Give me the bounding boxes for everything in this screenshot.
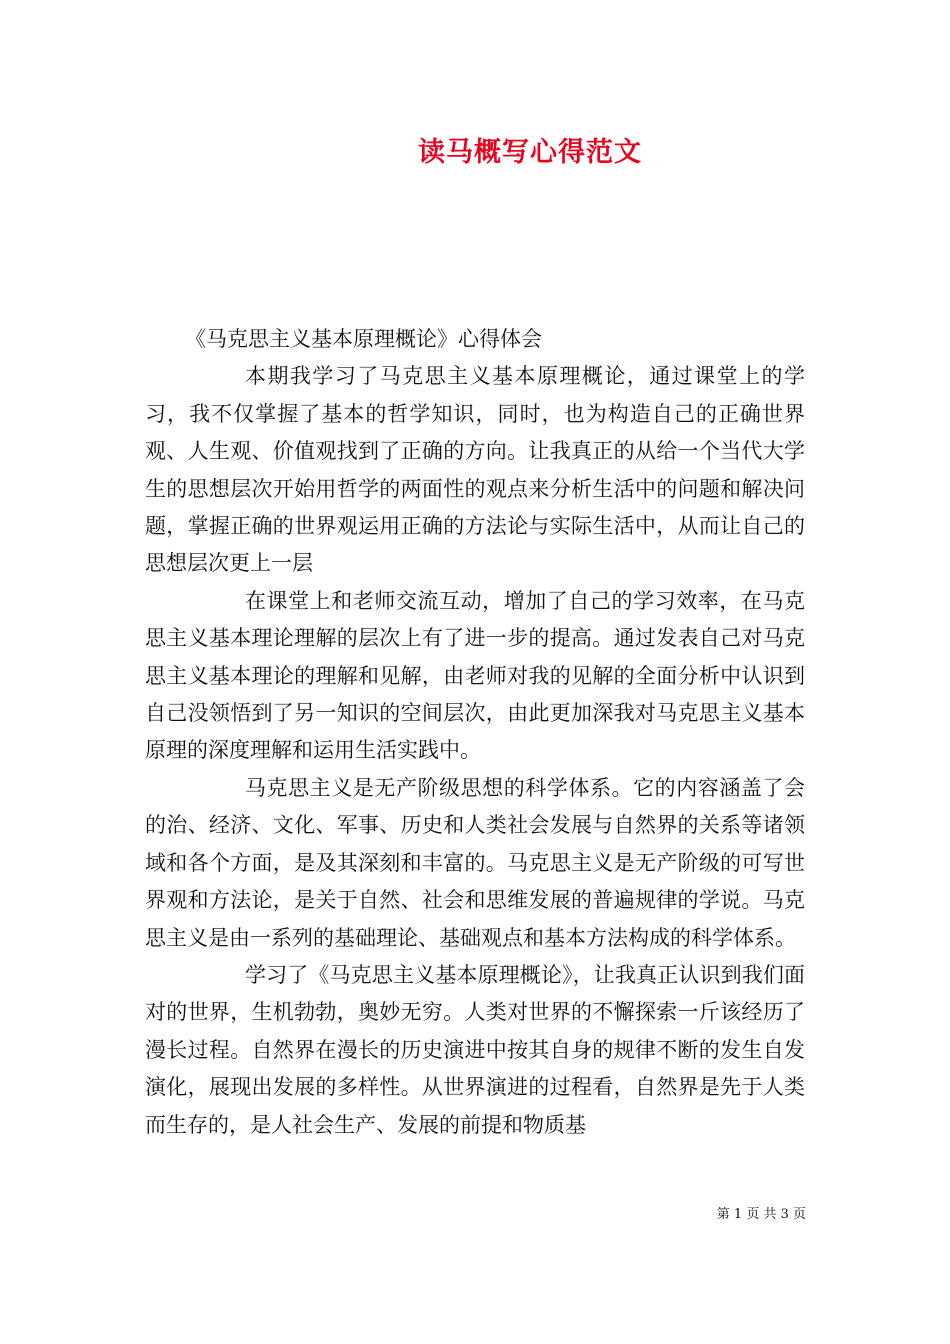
paragraph-3: 马克思主义是无产阶级思想的科学体系。它的内容涵盖了会的治、经济、文化、军事、历史和人类社会发展与自然界的关系等诸领域和各个方面，是及其深刻和丰富的。马克思主义是无产阶级的可写世界观和方法论，是关于自然、社会和思维发展的普遍规律的学说。马克思主义是由一系列的基础理论、基础观点和基本方法构成的科学体系。	[145, 775, 805, 950]
document-subtitle: 《马克思主义基本原理概论》心得体会	[185, 327, 542, 351]
document-title: 读马概写心得范文	[418, 137, 642, 168]
document-body	[145, 321, 805, 1144]
page-number: 第 1 页 共 3 页	[716, 1207, 806, 1222]
paragraph-2: 在课堂上和老师交流互动，增加了自己的学习效率，在马克思主义基本理论理解的层次上有了进一步的提高。通过发表自己对马克思主义基本理论的理解和见解，由老师对我的见解的全面分析中认识到自己没领悟到了另一知识的空间层次，由此更加深我对马克思主义基本原理的深度理解和运用生活实践中。	[145, 588, 805, 763]
paragraph-1: 本期我学习了马克思主义基本原理概论，通过课堂上的学习，我不仅掌握了基本的哲学知识，同时，也为构造自己的正确世界观、人生观、价值观找到了正确的方向。让我真正的从给一个当代大学生的思想层次开始用哲学的两面性的观点来分析生活中的问题和解决问题，掌握正确的世界观运用正确的方法论与实际生活中，从而让自己的思想层次更上一层	[145, 364, 805, 576]
paragraph-4: 学习了《马克思主义基本原理概论》，让我真正认识到我们面对的世界，生机勃勃，奥妙无穷。人类对世界的不懈探索一斤该经历了漫长过程。自然界在漫长的历史演进中按其自身的规律不断的发生自发演化，展现出发展的多样性。从世界演进的过程看，自然界是先于人类而生存的，是人社会生产、发展的前提和物质基	[145, 962, 805, 1137]
